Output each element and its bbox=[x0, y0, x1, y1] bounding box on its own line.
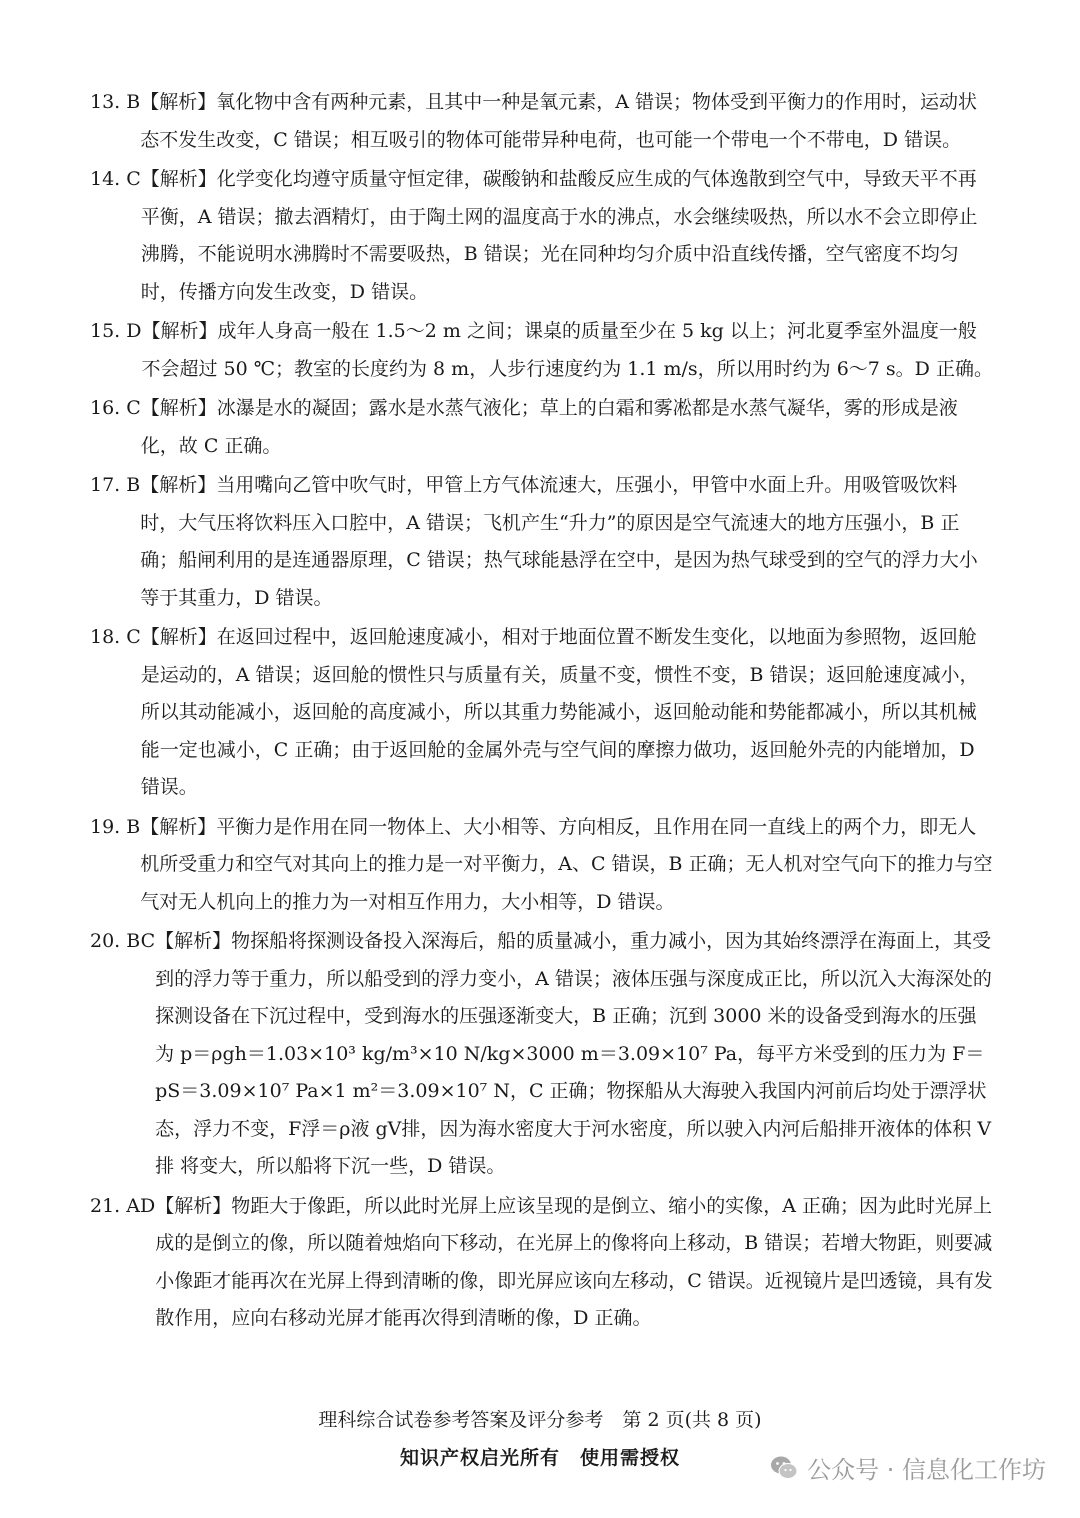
answer-explanation: 【解析】平衡力是作用在同一物体上、大小相等、方向相反，且作用在同一直线上的两个力，即无人机所受重力和空气对其向上的推力是一对平衡力，A、C 错误，B 正确；无人机对空气向下的推力与空气对无人机向上的推力为一对相互作用力，大小相等，D 错误。 bbox=[140, 815, 993, 913]
wechat-icon bbox=[769, 1453, 799, 1483]
answer-explanation: 【解析】当用嘴向乙管中吹气时，甲管上方气体流速大，压强小，甲管中水面上升。用吸管吸饮料时，大气压将饮料压入口腔中，A 错误；飞机产生“升力”的原因是空气流速大的地方压强小，B 正确；船闸利用的是连通器原理，C 错误；热气球能悬浮在空中，是因为热气球受到的空气的浮力大小等于其重力，D 错误。 bbox=[140, 474, 978, 609]
answer-explanation: 【解析】成年人身高一般在 1.5～2 m 之间；课桌的质量至少在 5 kg 以上；河北夏季室外温度一般不会超过 50 ℃；教室的长度约为 8 m，人步行速度约为 1.1 m/s，所以用时约为 6～7 s。D 正确。 bbox=[141, 320, 993, 380]
answer-item-21 bbox=[90, 1188, 995, 1338]
answer-item-14 bbox=[90, 161, 995, 311]
wechat-watermark bbox=[769, 1450, 1046, 1485]
answer-explanation: 【解析】在返回过程中，返回舱速度减小，相对于地面位置不断发生变化，以地面为参照物，返回舱是运动的，A 错误；返回舱的惯性只与质量有关，质量不变，惯性不变，B 错误；返回舱速度减小，所以其动能减小，返回舱的高度减小，所以其重力势能减小，返回舱动能和势能都减小，所以其机械能一定也减小，C 正确；由于返回舱的金属外壳与空气间的摩擦力做功，返回舱外壳的内能增加，D 错误。 bbox=[140, 626, 979, 798]
answer-number: 18. C bbox=[90, 626, 141, 648]
answer-item-18 bbox=[90, 619, 995, 807]
answer-explanation: 【解析】化学变化均遵守质量守恒定律，碳酸钠和盐酸反应生成的气体逸散到空气中，导致天平不再平衡，A 错误；撤去酒精灯，由于陶土网的温度高于水的沸点，水会继续吸热，所以水不会立即停止沸腾，不能说明水沸腾时不需要吸热，B 错误；光在同种均匀介质中沿直线传播，空气密度不均匀时，传播方向发生改变，D 错误。 bbox=[140, 168, 978, 303]
answer-number: 14. C bbox=[90, 168, 141, 190]
answer-item-13 bbox=[90, 84, 995, 159]
answer-item-15 bbox=[90, 313, 995, 388]
answer-item-16 bbox=[90, 390, 995, 465]
watermark-text: 公众号 · 信息化工作坊 bbox=[807, 1456, 1046, 1484]
answer-item-19 bbox=[90, 809, 995, 922]
answer-number: 19. B bbox=[90, 815, 141, 838]
answer-explanation: 【解析】物距大于像距，所以此时光屏上应该呈现的是倒立、缩小的实像，A 正确；因为此时光屏上成的是倒立的像，所以随着烛焰向下移动，在光屏上的像将向上移动，B 错误；若增大物距，则要减小像距才能再次在光屏上得到清晰的像，即光屏应该向左移动，C 错误。近视镜片是凹透镜，具有发散作用，应向右移动光屏才能再次得到清晰的像，D 正确。 bbox=[155, 1194, 993, 1329]
answer-list bbox=[90, 84, 995, 1340]
answer-number: 20. BC bbox=[90, 930, 156, 952]
answer-number: 21. AD bbox=[90, 1194, 156, 1217]
answer-number: 13. B bbox=[90, 91, 141, 113]
copyright-notice: 知识产权启光所有 使用需授权 bbox=[399, 1447, 680, 1469]
answer-number: 16. C bbox=[90, 397, 141, 419]
answer-explanation: 【解析】物探船将探测设备投入深海后，船的质量减小，重力减小，因为其始终漂浮在海面上，其受到的浮力等于重力，所以船受到的浮力变小，A 错误；液体压强与深度成正比，所以沉入大海深处的探测设备在下沉过程中，受到海水的压强逐渐变大，B 正确；沉到 3000 米的设备受到海水的压强为 p＝ρgh＝1.03×10³ kg/m³×10 N/kg×3000 m＝3.09×10⁷ Pa，每平方米受到的压力为 F＝pS＝3.09×10⁷ Pa×1 m²＝3.09×10⁷ N，C 正确；物探船从大海驶入我国内河前后均处于漂浮状态，浮力不变，F浮＝ρ液 gV排，因为海水密度大于河水密度，所以驶入内河后船排开液体的体积 V排 将变大，所以船将下沉一些，D 错误。 bbox=[155, 930, 992, 1177]
answer-number: 15. D bbox=[90, 320, 142, 342]
answer-item-17 bbox=[90, 467, 995, 617]
page-footer: 理科综合试卷参考答案及评分参考 第 2 页(共 8 页) bbox=[318, 1409, 762, 1431]
answer-explanation: 【解析】氧化物中含有两种元素，且其中一种是氧元素，A 错误；物体受到平衡力的作用时，运动状态不发生改变，C 错误；相互吸引的物体可能带异种电荷，也可能一个带电一个不带电，D 错误。 bbox=[140, 91, 977, 151]
answer-explanation: 【解析】冰瀑是水的凝固；露水是水蒸气液化；草上的白霜和雾凇都是水蒸气凝华，雾的形成是液化，故 C 正确。 bbox=[140, 397, 958, 457]
answer-number: 17. B bbox=[90, 474, 141, 496]
answer-item-20 bbox=[90, 923, 995, 1186]
